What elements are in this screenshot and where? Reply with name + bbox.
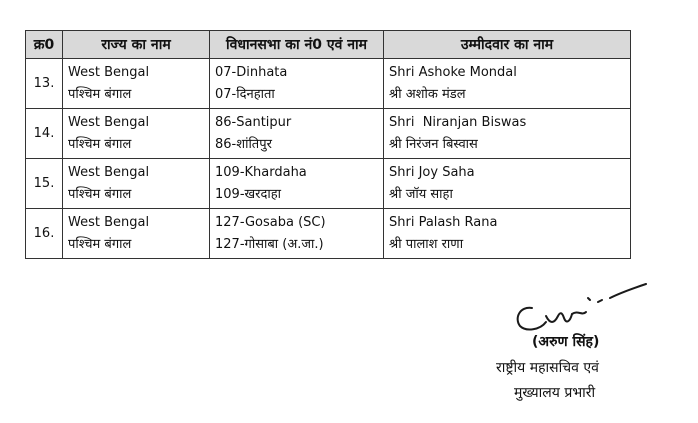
state-name-english: West Bengal	[68, 165, 150, 180]
header-serial: क्र0	[26, 31, 63, 59]
table-row	[26, 59, 631, 109]
state-name-english: West Bengal	[68, 215, 150, 230]
state-name-hindi: पश्चिम बंगाल	[68, 87, 132, 102]
header-row	[26, 31, 631, 59]
candidate-name-hindi: श्री अशोक मंडल	[389, 87, 466, 102]
state-name-english: West Bengal	[68, 65, 150, 80]
signature-stroke	[588, 298, 590, 300]
candidate-cell	[384, 209, 631, 259]
header-constituency: विधानसभा का नं0 एवं नाम	[210, 31, 384, 59]
candidate-cell	[384, 109, 631, 159]
serial-cell: 14.	[26, 109, 63, 159]
constituency-english: 127-Gosaba (SC)	[215, 215, 326, 230]
state-name-hindi: पश्चिम बंगाल	[68, 237, 132, 252]
constituency-english: 86-Santipur	[215, 115, 292, 130]
constituency-cell	[210, 59, 384, 109]
constituency-english: 109-Khardaha	[215, 165, 307, 180]
candidate-name-hindi: श्री जॉय साहा	[389, 187, 453, 202]
signature-stroke	[518, 308, 546, 330]
signature-stroke	[610, 284, 646, 298]
state-cell	[63, 59, 210, 109]
state-cell	[63, 109, 210, 159]
constituency-cell	[210, 159, 384, 209]
table-row	[26, 209, 631, 259]
state-name-english: West Bengal	[68, 115, 150, 130]
signatory-designation-line-2: मुख्यालय प्रभारी	[514, 385, 596, 401]
serial-cell: 15.	[26, 159, 63, 209]
signatory-designation: राष्ट्रीय महासचिव एवं	[496, 360, 599, 376]
handwritten-signature	[510, 276, 650, 336]
signatory-name: (अरुण सिंह)	[532, 334, 600, 350]
table-row	[26, 109, 631, 159]
candidate-name-english: Shri Palash Rana	[389, 215, 498, 230]
constituency-hindi: 109-खरदाहा	[215, 187, 281, 202]
state-name-hindi: पश्चिम बंगाल	[68, 137, 132, 152]
candidate-name-hindi: श्री पालाश राणा	[389, 237, 464, 252]
candidate-name-english: Shri Ashoke Mondal	[389, 65, 517, 80]
signature-stroke	[546, 313, 572, 322]
header-state: राज्य का नाम	[63, 31, 210, 59]
candidate-name-hindi: श्री निरंजन बिस्वास	[389, 137, 478, 152]
state-name-hindi: पश्चिम बंगाल	[68, 187, 132, 202]
candidate-cell	[384, 59, 631, 109]
signature-stroke	[598, 300, 602, 302]
constituency-hindi: 127-गोसाबा (अ.जा.)	[215, 237, 324, 252]
candidate-cell	[384, 159, 631, 209]
state-cell	[63, 159, 210, 209]
table-header	[26, 31, 631, 59]
header-candidate: उम्मीदवार का नाम	[384, 31, 631, 59]
table-body	[26, 59, 631, 259]
constituency-cell	[210, 109, 384, 159]
state-cell	[63, 209, 210, 259]
table-row	[26, 159, 631, 209]
serial-cell: 13.	[26, 59, 63, 109]
constituency-hindi: 86-शांतिपुर	[215, 137, 272, 152]
signature-stroke	[572, 312, 586, 314]
constituency-hindi: 07-दिनहाता	[215, 87, 275, 102]
candidate-name-english: Shri Niranjan Biswas	[389, 115, 527, 130]
candidate-name-english: Shri Joy Saha	[389, 165, 475, 180]
constituency-english: 07-Dinhata	[215, 65, 288, 80]
constituency-cell	[210, 209, 384, 259]
serial-cell: 16.	[26, 209, 63, 259]
signature-block	[470, 270, 670, 420]
candidate-table	[25, 30, 631, 259]
